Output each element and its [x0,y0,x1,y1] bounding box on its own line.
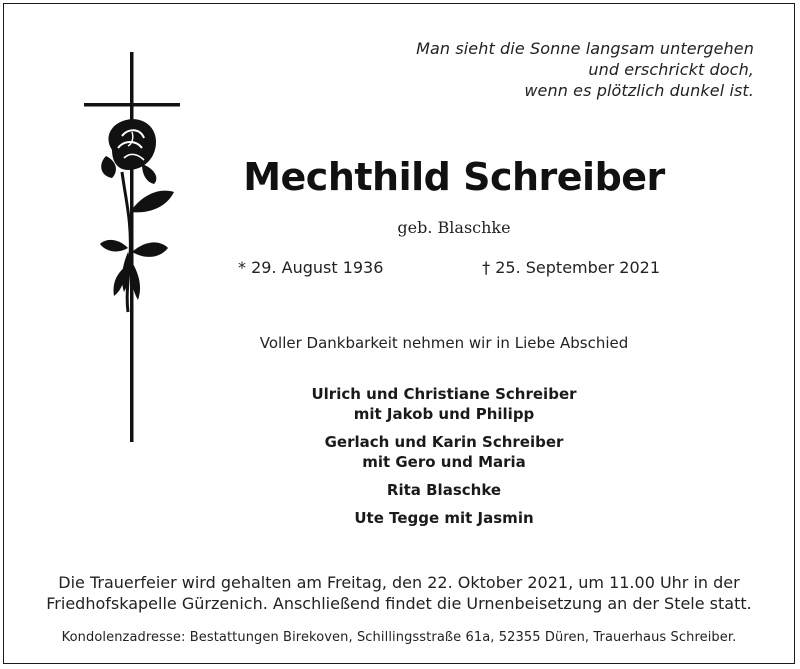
poem-line: Man sieht die Sonne langsam untergehen [416,39,754,58]
farewell-text: Voller Dankbarkeit nehmen wir in Liebe Abschied [259,334,629,352]
mourner-line: Ute Tegge mit Jasmin [354,509,534,527]
mourner-line: mit Gero und Maria [362,453,526,471]
poem [334,38,754,101]
deceased-name: Mechthild Schreiber [243,155,665,199]
mourners-list [204,384,684,536]
mourner-line: Rita Blaschke [386,481,502,499]
service-line: Friedhofskapelle Gürzenich. Anschließend findet die Urnenbeisetzung an der Stele statt. [46,594,752,613]
poem-line: wenn es plötzlich dunkel ist. [524,81,754,100]
life-dates [234,258,674,282]
mourner-line: Gerlach und Karin Schreiber [324,433,564,451]
cross-with-rose-icon [82,52,186,444]
service-info [14,572,784,614]
mourner-group [204,480,684,500]
mourner-line: Ulrich und Christiane Schreiber [311,385,577,403]
obituary-notice [3,3,795,664]
condolence-address: Kondolenzadresse: Bestattungen Birekoven, Schillingsstraße 61a, 52355 Düren, Trauerhaus Schreiber. [61,630,737,645]
mourner-group [204,384,684,424]
maiden-name: geb. Blaschke [397,218,511,237]
mourner-group [204,432,684,472]
poem-line: und erschrickt doch, [588,60,754,79]
mourner-group [204,508,684,528]
death-date: † 25. September 2021 [482,258,660,277]
birth-date: * 29. August 1936 [238,258,384,277]
mourner-line: mit Jakob und Philipp [353,405,535,423]
service-line: Die Trauerfeier wird gehalten am Freitag, den 22. Oktober 2021, um 11.00 Uhr in der [58,573,740,592]
